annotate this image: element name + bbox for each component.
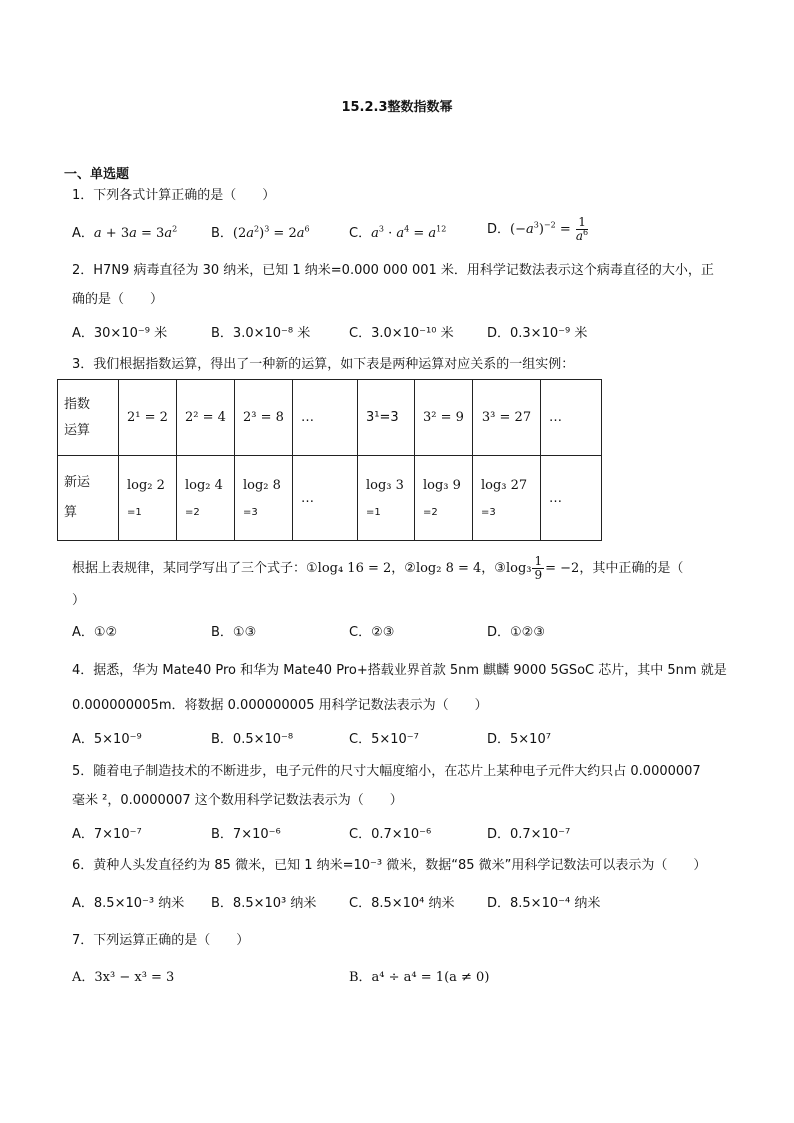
table-cell: 3³ = 27 — [473, 380, 541, 456]
q3-option-a: A．①② — [72, 625, 118, 640]
q7-option-b: B．a⁴ ÷ a⁴ = 1(a ≠ 0) — [349, 970, 490, 985]
q2-option-c: C．3.0×10⁻¹⁰ 米 — [349, 326, 454, 341]
question-2-stem-line2: 确的是（ ） — [72, 292, 164, 307]
q5-option-d: D．0.7×10⁻⁷ — [487, 827, 571, 842]
q1-option-a-formula: $a + 3a = 3a^2$ — [93, 224, 178, 241]
section-heading: 一、单选题 — [64, 167, 130, 182]
table-cell: log₂ 2 =1 — [119, 456, 177, 541]
question-1-stem: 1．下列各式计算正确的是（ ） — [72, 188, 276, 203]
table-cell: log₃ 9 =2 — [415, 456, 473, 541]
table-row — [58, 456, 602, 541]
table-cell: 2³ = 8 — [235, 380, 293, 456]
q4-option-a: A．5×10⁻⁹ — [72, 732, 142, 747]
q4-option-b: B．0.5×10⁻⁸ — [211, 732, 294, 747]
q6-option-b: B．8.5×10³ 纳米 — [211, 896, 317, 911]
table-cell: … — [293, 456, 358, 541]
table-cell: 2¹ = 2 — [119, 380, 177, 456]
question-3-follow-line1: 根据上表规律，某同学写出了三个式子：①log₄ 16 = 2，②log₂ 8 = 4，③log₃ $\frac{1}{9}$ = −2，其中正确的是（ — [72, 554, 684, 582]
question-4-stem-line1: 4．据悉，华为 Mate40 Pro 和华为 Mate40 Pro+搭载业界首款 5nm 麒麟 9000 5GSoC 芯片，其中 5nm 就是 — [72, 663, 727, 678]
row1-header: 指数 运算 — [58, 380, 119, 456]
q5-option-c: C．0.7×10⁻⁶ — [349, 827, 432, 842]
q3-option-b: B．①③ — [211, 625, 257, 640]
table-cell: 3¹=3 — [358, 380, 415, 456]
q5-option-a: A．7×10⁻⁷ — [72, 827, 142, 842]
question-7-stem: 7．下列运算正确的是（ ） — [72, 933, 250, 948]
q1-option-b: B．$(2a^2)^3 = 2a^6$ — [211, 224, 310, 241]
row2-header: 新运 算 — [58, 456, 119, 541]
question-5-stem-line2: 毫米 ²，0.0000007 这个数用科学记数法表示为（ ） — [72, 793, 403, 808]
q7-option-a: A．3x³ − x³ = 3 — [72, 970, 175, 985]
question-4-stem-line2: 0.000000005m．将数据 0.000000005 用科学记数法表示为（ ） — [72, 698, 488, 713]
q1-option-a: A．$a + 3a = 3a^2$ — [72, 224, 178, 241]
question-3-follow-line2: ） — [72, 593, 86, 608]
question-3-stem: 3．我们根据指数运算，得出了一种新的运算，如下表是两种运算对应关系的一组实例： — [72, 357, 575, 372]
q6-option-a: A．8.5×10⁻³ 纳米 — [72, 896, 185, 911]
table-cell: … — [541, 380, 602, 456]
operation-table — [57, 379, 602, 541]
q2-option-b: B．3.0×10⁻⁸ 米 — [211, 326, 311, 341]
q6-option-c: C．8.5×10⁴ 纳米 — [349, 896, 455, 911]
q4-option-c: C．5×10⁻⁷ — [349, 732, 419, 747]
q2-option-d: D．0.3×10⁻⁹ 米 — [487, 326, 588, 341]
table-cell: … — [293, 380, 358, 456]
table-cell: 3² = 9 — [415, 380, 473, 456]
question-6-stem: 6．黄种人头发直径约为 85 微米，已知 1 纳米=10⁻³ 微米，数据“85 微米”用科学记数法可以表示为（ ） — [72, 858, 707, 873]
q2-option-a: A．30×10⁻⁹ 米 — [72, 326, 168, 341]
table-row — [58, 380, 602, 456]
table-cell: … — [541, 456, 602, 541]
q3-option-c: C．②③ — [349, 625, 395, 640]
question-2-stem-line1: 2．H7N9 病毒直径为 30 纳米，已知 1 纳米=0.000 000 001 米．用科学记数法表示这个病毒直径的大小，正 — [72, 263, 714, 278]
q4-option-d: D．5×10⁷ — [487, 732, 551, 747]
q1-option-d: D．$(-a^3)^{-2}$ = $\frac{1}{a^6}$ — [487, 215, 589, 243]
question-5-stem-line1: 5．随着电子制造技术的不断进步，电子元件的尺寸大幅度缩小，在芯片上某种电子元件大约只占 0.0000007 — [72, 764, 701, 779]
q6-option-d: D．8.5×10⁻⁴ 纳米 — [487, 896, 601, 911]
q1-option-d-formula: $(-a^3)^{-2}$ = $\frac{1}{a^6}$ — [510, 215, 589, 243]
table-cell: log₃ 3 =1 — [358, 456, 415, 541]
fraction-one-ninth: $\frac{1}{9}$ — [534, 554, 543, 582]
q1-option-c: C．$a^3 \cdot a^4 = a^{12}$ — [349, 224, 447, 241]
page-title: 15.2.3整数指数幂 — [341, 100, 453, 115]
q3-option-d: D．①②③ — [487, 625, 545, 640]
table-cell: log₂ 4 =2 — [177, 456, 235, 541]
q5-option-b: B．7×10⁻⁶ — [211, 827, 281, 842]
table-cell: log₂ 8 =3 — [235, 456, 293, 541]
q1-option-c-formula: $a^3 \cdot a^4 = a^{12}$ — [371, 224, 447, 241]
table-cell: 2² = 4 — [177, 380, 235, 456]
q1-option-b-formula: $(2a^2)^3 = 2a^6$ — [232, 224, 310, 241]
table-cell: log₃ 27 =3 — [473, 456, 541, 541]
